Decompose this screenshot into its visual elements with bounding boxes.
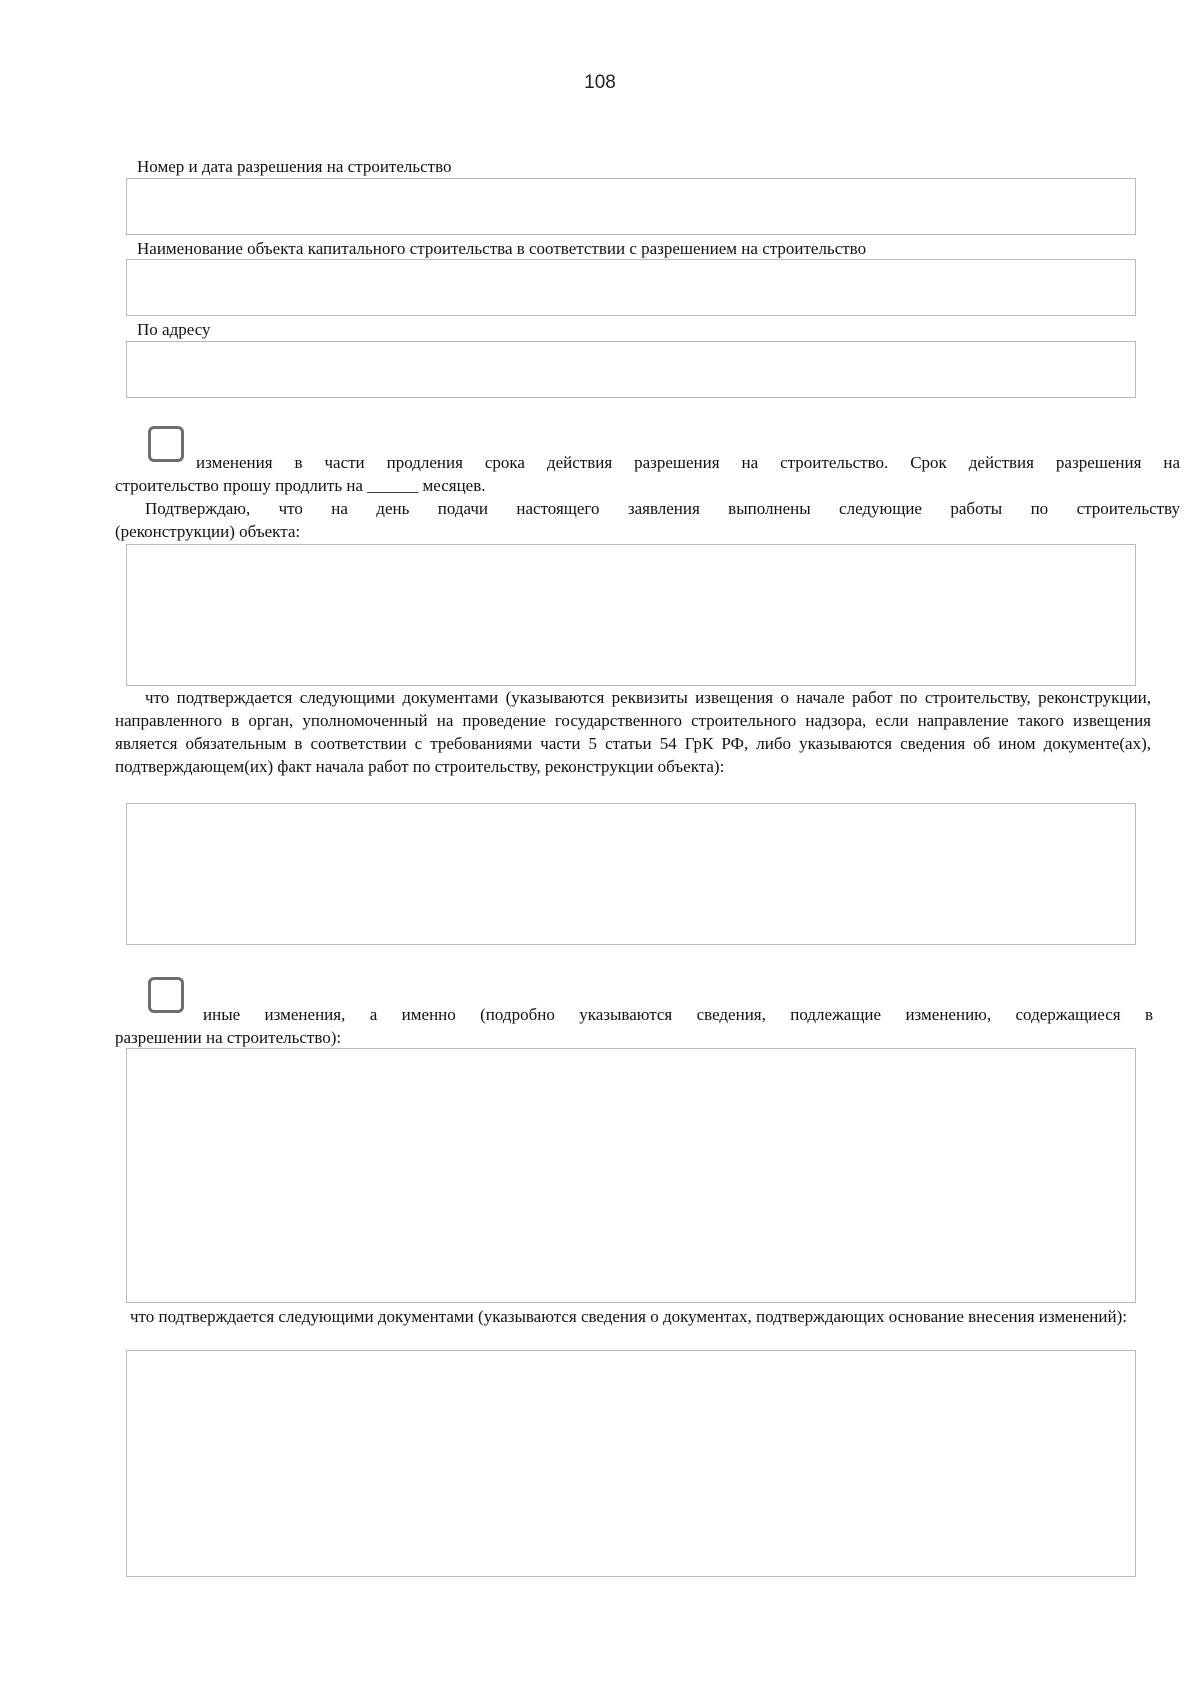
confirm-text-line1: Подтверждаю, что на день подачи настоящего заявления выполнены следующие работы по строительству	[145, 499, 1180, 518]
extension-checkbox[interactable]	[148, 426, 184, 462]
extension-docs-field[interactable]	[126, 803, 1136, 945]
other-changes-line2: разрешении на строительство):	[115, 1028, 342, 1047]
other-changes-line1: иные изменения, а именно (подробно указываются сведения, подлежащие изменению, содержащиеся в	[203, 1005, 1153, 1024]
permit-label: Номер и дата разрешения на строительство	[137, 157, 452, 176]
object-label: Наименование объекта капитального строительства в соответствии с разрешением на строительство	[137, 239, 867, 258]
other-changes-field[interactable]	[126, 1048, 1136, 1303]
extension-text-line2: строительство прошу продлить на ______ месяцев.	[115, 476, 486, 495]
permit-field[interactable]	[126, 178, 1136, 235]
other-docs-field[interactable]	[126, 1350, 1136, 1577]
page-number: 108	[584, 72, 616, 93]
object-field[interactable]	[126, 259, 1136, 316]
works-field[interactable]	[126, 544, 1136, 686]
other-changes-checkbox[interactable]	[148, 977, 184, 1013]
extension-text-line1: изменения в части продления срока действия разрешения на строительство. Срок действия разрешения на	[196, 453, 1180, 472]
other-docs-text: что подтверждается следующими документами (указываются сведения о документах, подтверждающих основание внесения изменений):	[130, 1307, 1127, 1326]
confirm-text-line2: (реконструкции) объекта:	[115, 522, 301, 541]
address-label: По адресу	[137, 320, 211, 339]
address-field[interactable]	[126, 341, 1136, 398]
extension-docs-text: что подтверждается следующими документами (указываются реквизиты извещения о начале работ по строительству, реконструкции, направленного в орган, уполномоченный на проведение государственного строительного надзора, если направление такого извещения является обязательным в соответствии с требованиями части 5 статьи 54 ГрК РФ, либо указываются сведения об ином документе(ах), подтверждающем(их) факт начала работ по строительству, реконструкции объекта):	[115, 688, 1151, 776]
